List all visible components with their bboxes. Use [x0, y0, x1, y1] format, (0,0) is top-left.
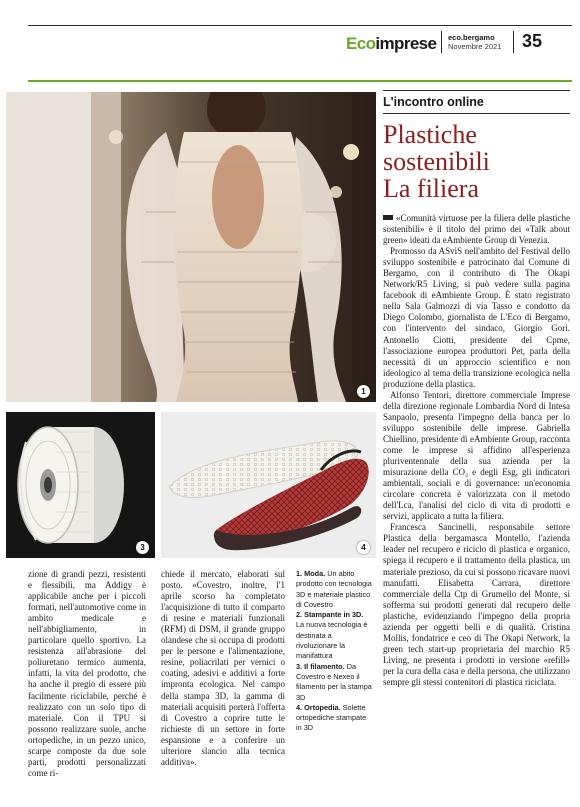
spool-illustration [6, 412, 155, 558]
dress-illustration [6, 92, 376, 402]
article-kicker: L'incontro online [383, 95, 484, 109]
article-body-right [383, 213, 570, 688]
caption-item: 1. Moda. Un abito prodotto con tecnologia 3D e materiale plastico di Covestro [296, 569, 372, 609]
body-paragraph: Francesca Sancinelli, responsabile settore Plastica della bergamasca Montello, l'azienda leader nel recupero e riciclo di plastica e organico, spiega il recupero e il trattamento della plastica, un materiale prezioso, da cui si possono ricavare nuovi manufatti. Elisabetta Carrara, direttore commerciale della Ctp di Grumello del Monte, si sofferma sui prodotti generati dal recupero delle plastiche, evidenziando l'impegno della propria azienda per oggetti belli e di qualità. Cristina Mollis, fondatrice e ceo di The Okapi Network, la green tech start-up proprietaria del marchio R5 Living, ne presenta i prodotti in versione «refill» per la cura della casa e della persona, che utilizzano sempre gli stessi contenitori di plastica riciclata. [383, 522, 570, 687]
article-body-col2: chiede il mercato, elaborati sul posto. «Covestro, inoltre, l'1 aprile scorso ha completato l'acquisizione di tutto il comparto di resine e materiali funzionali (RFM) di DSM, il grande gruppo olandese che si occupa di prodotti per le persone e l'alimentazione, resine, poliacrilati per vernici o coating, adesivi e additivi a forte impronta ecologica. Nel campo della stampa 3D, la gamma di materiali acquisiti porterà l'offerta di Covestro a coprire tutte le richieste di un settore in forte espansione e a conferire un ulteriore slancio alla tecnica additiva». [161, 569, 285, 767]
filament-spool-photo [6, 412, 155, 558]
body-paragraph: Promosso da ASviS nell'ambito del Festival dello sviluppo sostenibile e patrocinato dal Comune di Bergamo, con il contributo di The Okapi Network/R5 Living, si può vedere sulla pagina facebook di eAmbiente Group. È stato registrato nella Sala Galmozzi di via Tasso e condotto da Diego Colombo, giornalista de L'Eco di Bergamo, con l'intervento del sindaco, Giorgio Gori. Antonello Ciotti, presidente del Cpme, l'associazione europea produttori Pet, parla della necessità di un approccio scientifico e non ideologico al tema della transizione ecologica nella produzione della plastica. [383, 246, 570, 389]
header-separator-2 [513, 31, 514, 53]
section-brand [346, 34, 436, 54]
publication-name: eco.bergamo [448, 33, 495, 42]
article-title [383, 121, 573, 202]
caption-item: 2. Stampante in 3D. La nuova tecnologia è destinata a rivoluzionare la manifattura [296, 610, 368, 661]
shoe-illustration [161, 412, 376, 558]
page-number: 35 [522, 31, 543, 51]
article-body-col1: zione di grandi pezzi, resistenti e flessibili, ma Addigy è applicabile anche per i piccoli formati, nell'automotive come in ambito medicale e nell'abbigliamento, in particolare quello sportivo. La resistenza all'abrasione del poliuretano termico aumenta, infatti, la vita del prodotto, che ha anche il pregio di essere più facilmente riciclabile, perché è realizzato con un solo tipo di materiale. Con il TPU si possono realizzare suole, anche ortopediche, in un pezzo unico, scarpe composte da due sole parti, prodotti personalizzati come ri- [28, 569, 146, 778]
body-paragraph-lead: «Comunità virtuose per la filiera delle plastiche sostenibili» è il titolo del primo dei «Talk about green» ideati da eAmbiente Group di Venezia. [383, 213, 570, 246]
brand-eco: Eco [346, 34, 376, 53]
header-green-rule [28, 80, 572, 82]
title-line: La filiera [383, 174, 479, 203]
photo-number-badge: 4 [357, 541, 370, 554]
photo-captions [296, 569, 372, 734]
title-line: sostenibili [383, 147, 490, 176]
issue-date: Novembre 2021 [448, 42, 502, 51]
caption-item: 4. Ortopedia. Solette ortopediche stampate in 3D [296, 702, 367, 733]
publication-info [448, 33, 501, 51]
brand-imprese: imprese [375, 34, 437, 53]
lead-square-marker [383, 215, 393, 220]
caption-item: 3. Il filamento. Da Covestro e Nexeo il filamento per la stampa 3D [296, 661, 372, 702]
header-separator [441, 31, 442, 53]
photo-number-badge: 3 [136, 541, 149, 554]
header-top-rule [28, 25, 572, 26]
kicker-bottom-rule [383, 113, 570, 114]
title-line: Plastiche [383, 120, 477, 149]
kicker-top-rule [383, 90, 570, 91]
body-paragraph: Alfonso Tentori, direttore commerciale Imprese della direzione regionale Lombardia Nord di Intesa Sanpaolo, presenta l'impegno della banca per lo sviluppo sostenibile delle imprese. Gabriella Chiellino, presidente di eAmbiente Group, racconta come le imprese si affidino all'esperienza pluriventennale della sua azienda per la misurazione della CO₂ e degli Esg, gli indicatori ambientali, sociali e di governance: un'economia circolare concreta è valorizzata con il metodo dell'Lca, l'analisi del ciclo di vita di prodotti e servizi, applicato a tutta la filiera. [383, 389, 570, 522]
photo-number-badge: 1 [357, 385, 370, 398]
printed-shoe-photo [161, 412, 376, 558]
fashion-dress-photo [6, 92, 376, 402]
